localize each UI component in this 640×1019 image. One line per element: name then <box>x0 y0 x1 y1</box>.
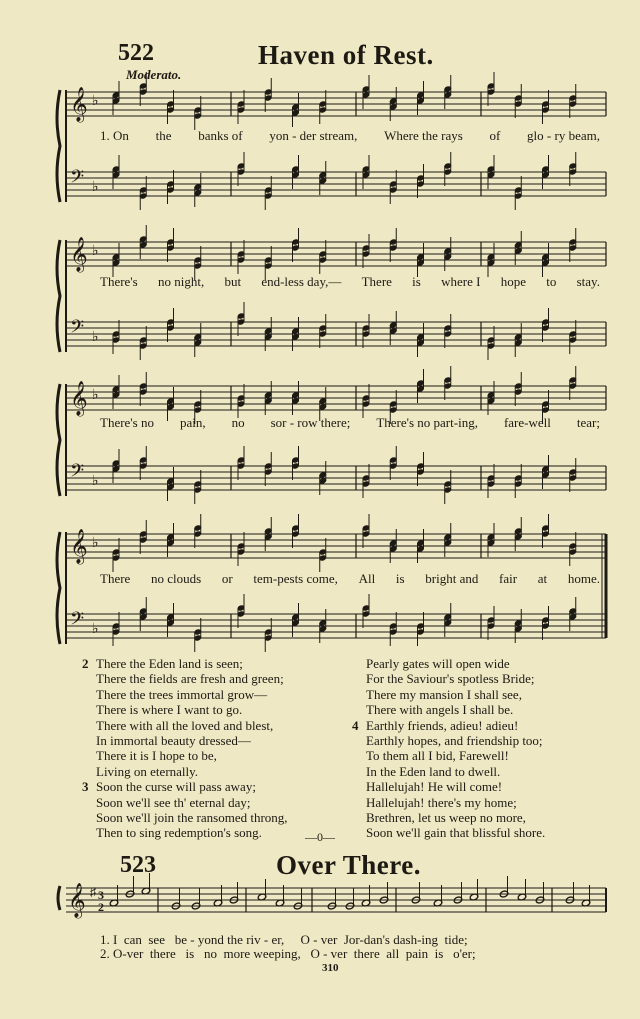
verse-text: Hallelujah! there's my home; <box>366 794 517 810</box>
lyric-syllable: of <box>489 128 501 143</box>
verses-left <box>82 656 288 841</box>
brace-icon <box>57 90 60 202</box>
verse-line <box>352 718 545 733</box>
lyric-syllable: Where the rays <box>384 128 463 143</box>
verse-line <box>352 795 545 810</box>
verse-text: Brethren, let us weep no more, <box>366 810 526 826</box>
lyric-syllable: There <box>100 571 131 586</box>
lyric-syllable: There's no part-ing, <box>376 415 478 430</box>
lyric-syllable: fair <box>499 571 518 586</box>
verse-line <box>82 779 288 794</box>
verse-text: There the Eden land is seen; <box>96 656 243 671</box>
flat-icon: ♭ <box>92 474 99 489</box>
flat-icon: ♭ <box>92 536 99 551</box>
bass-staff <box>66 152 606 210</box>
verse-text: In immortal beauty dressed— <box>96 733 251 749</box>
verse-line <box>352 687 545 702</box>
treble-clef-icon: 𝄞 <box>70 87 88 122</box>
svg-text:2: 2 <box>98 900 104 914</box>
verse-line <box>82 764 288 779</box>
verse-line <box>352 810 545 825</box>
verse-text: Soon we'll gain that blissful shore. <box>366 825 546 841</box>
treble-staff <box>66 514 606 572</box>
verse-line <box>82 718 288 733</box>
bass-clef-icon: 𝄢 <box>70 461 85 486</box>
tempo-marking: Moderato. <box>126 67 182 82</box>
lyric-syllable: stay. <box>576 274 600 289</box>
flat-icon: ♭ <box>92 330 99 345</box>
verse-line <box>352 825 545 840</box>
lyric-line <box>100 571 600 587</box>
lyric-syllable: or <box>221 571 233 586</box>
verse-text: There the fields are fresh and green; <box>96 671 284 687</box>
verse-line <box>352 656 545 671</box>
bass-staff <box>66 446 606 504</box>
verse-text: Soon we'll see th' eternal day; <box>96 794 251 810</box>
verse-line <box>82 810 288 825</box>
music-staff <box>66 520 606 660</box>
verse-line <box>352 671 545 686</box>
hymn-title: Haven of Rest. <box>258 40 434 70</box>
verse-text: Soon we'll join the ransomed throng, <box>96 810 288 826</box>
lyric-syllable: yon - der stream, <box>269 128 358 143</box>
verse-text: There my mansion I shall see, <box>366 686 522 702</box>
verse-line <box>82 656 288 671</box>
lyric-syllable: sor - row there; <box>270 415 351 430</box>
lyric-syllable: hope <box>500 274 526 289</box>
verse-text: There is where I want to go. <box>96 702 243 718</box>
lyric-syllable: pain, <box>179 415 206 430</box>
lyric-syllable: at <box>537 571 548 586</box>
treble-staff <box>66 225 606 280</box>
treble-clef-icon: 𝄞 <box>68 884 86 917</box>
verse-number: 2 <box>82 656 89 671</box>
brace-icon <box>57 240 60 352</box>
verse-text: There with all the loved and blest, <box>96 717 274 733</box>
lyric-syllable: glo - ry beam, <box>527 128 600 143</box>
music-staff <box>66 372 606 512</box>
verse-text: Earthly friends, adieu! adieu! <box>366 717 519 733</box>
bass-staff <box>66 302 606 360</box>
lyric-syllable: home. <box>567 571 600 586</box>
lyric-syllable: no night, <box>157 274 205 289</box>
verse-text: There it is I hope to be, <box>96 748 217 764</box>
music-system <box>66 228 606 368</box>
brace-icon <box>57 532 60 644</box>
flat-icon: ♭ <box>92 622 99 637</box>
verse-text: Soon the curse will pass away; <box>96 779 256 795</box>
lyric-syllable: is <box>412 274 421 289</box>
lyric-line <box>100 128 600 144</box>
lyric-syllable: There's <box>100 274 138 289</box>
lyric-syllable: no <box>231 415 245 430</box>
lyric-syllable: is <box>395 571 405 586</box>
lyric-syllable: the <box>155 128 172 143</box>
lyric-syllable: to <box>546 274 557 289</box>
flat-icon: ♭ <box>92 388 99 403</box>
verse-text: Earthly hopes, and friendship too; <box>366 733 543 749</box>
treble-staff <box>66 72 606 130</box>
treble-clef-icon: 𝄞 <box>70 529 88 564</box>
flat-icon: ♭ <box>92 244 99 259</box>
verse-line <box>352 779 545 794</box>
music-staff <box>66 880 606 930</box>
flat-icon: ♭ <box>92 180 99 195</box>
music-system <box>66 880 606 930</box>
verse-text: There the trees immortal grow— <box>96 686 268 702</box>
lyric-syllable: fare-well <box>503 415 551 430</box>
verse-line <box>352 764 545 779</box>
lyric-syllable: where I <box>441 274 481 289</box>
bass-clef-icon: 𝄢 <box>70 609 85 634</box>
verse-number: 4 <box>352 717 359 733</box>
treble-clef-icon: 𝄞 <box>70 237 88 272</box>
svg-text:3: 3 <box>98 888 104 902</box>
verse-text: In the Eden land to dwell. <box>366 763 501 779</box>
music-system <box>66 78 606 218</box>
verse-line <box>82 733 288 748</box>
lyric-syllable: end-less day,— <box>261 274 342 289</box>
hymn-number: 522 <box>118 40 154 66</box>
verse-text: Pearly gates will open wide <box>366 656 510 671</box>
lyric-syllable: but <box>224 274 242 289</box>
verse-text: For the Saviour's spotless Bride; <box>366 671 535 687</box>
verse-text: Hallelujah! He will come! <box>366 779 503 795</box>
lyric-syllable: There's no <box>100 415 154 430</box>
music-system <box>66 372 606 512</box>
verse-text: There with angels I shall be. <box>366 702 514 718</box>
music-staff <box>66 228 606 368</box>
lyric-syllable: tear; <box>576 415 600 430</box>
verse-line <box>352 733 545 748</box>
lyric-line: 1. I can see be - yond the riv - er, O - ver Jor-dan's dash-ing tide; <box>100 932 468 947</box>
treble-clef-icon: 𝄞 <box>70 381 88 416</box>
music-system <box>66 520 606 660</box>
sharp-icon: ♯ <box>90 885 96 899</box>
hymn-number: 523 <box>120 852 156 878</box>
flat-icon: ♭ <box>92 94 99 109</box>
lyric-line <box>100 274 600 290</box>
verse-text: Living on eternally. <box>96 763 199 779</box>
hymn-title: Over There. <box>276 850 421 880</box>
music-staff <box>66 78 606 218</box>
verse-line <box>352 748 545 763</box>
verse-line <box>82 687 288 702</box>
verses-right <box>352 656 545 841</box>
page-number: 310 <box>322 962 339 974</box>
lyric-syllable: bright and <box>425 571 479 586</box>
bass-staff <box>66 594 606 652</box>
lyric-syllable: no clouds <box>151 571 202 586</box>
verse-line <box>82 795 288 810</box>
verse-line <box>352 702 545 717</box>
verse-text: To them all I bid, Farewell! <box>366 748 509 764</box>
lyric-syllable: There <box>361 274 392 289</box>
section-divider: —0— <box>305 830 335 844</box>
lyric-syllable: All <box>358 571 376 586</box>
bass-clef-icon: 𝄢 <box>70 317 85 342</box>
brace-icon <box>57 384 60 496</box>
lyric-line <box>100 415 600 431</box>
brace-icon <box>58 886 60 910</box>
verse-line <box>82 748 288 763</box>
verse-text: Then to sing redemption's song. <box>96 825 262 841</box>
bass-clef-icon: 𝄢 <box>70 167 85 192</box>
lyric-syllable: 1. On <box>100 128 129 143</box>
verse-line <box>82 671 288 686</box>
verse-line <box>82 702 288 717</box>
treble-staff <box>66 873 606 919</box>
lyric-syllable: tem-pests come, <box>253 571 338 586</box>
verse-line <box>82 825 288 840</box>
lyric-syllable: banks of <box>198 128 243 143</box>
verse-number: 3 <box>82 779 89 795</box>
lyric-line: 2. O-ver there is no more weeping, O - ver there all pain is o'er; <box>100 946 476 961</box>
